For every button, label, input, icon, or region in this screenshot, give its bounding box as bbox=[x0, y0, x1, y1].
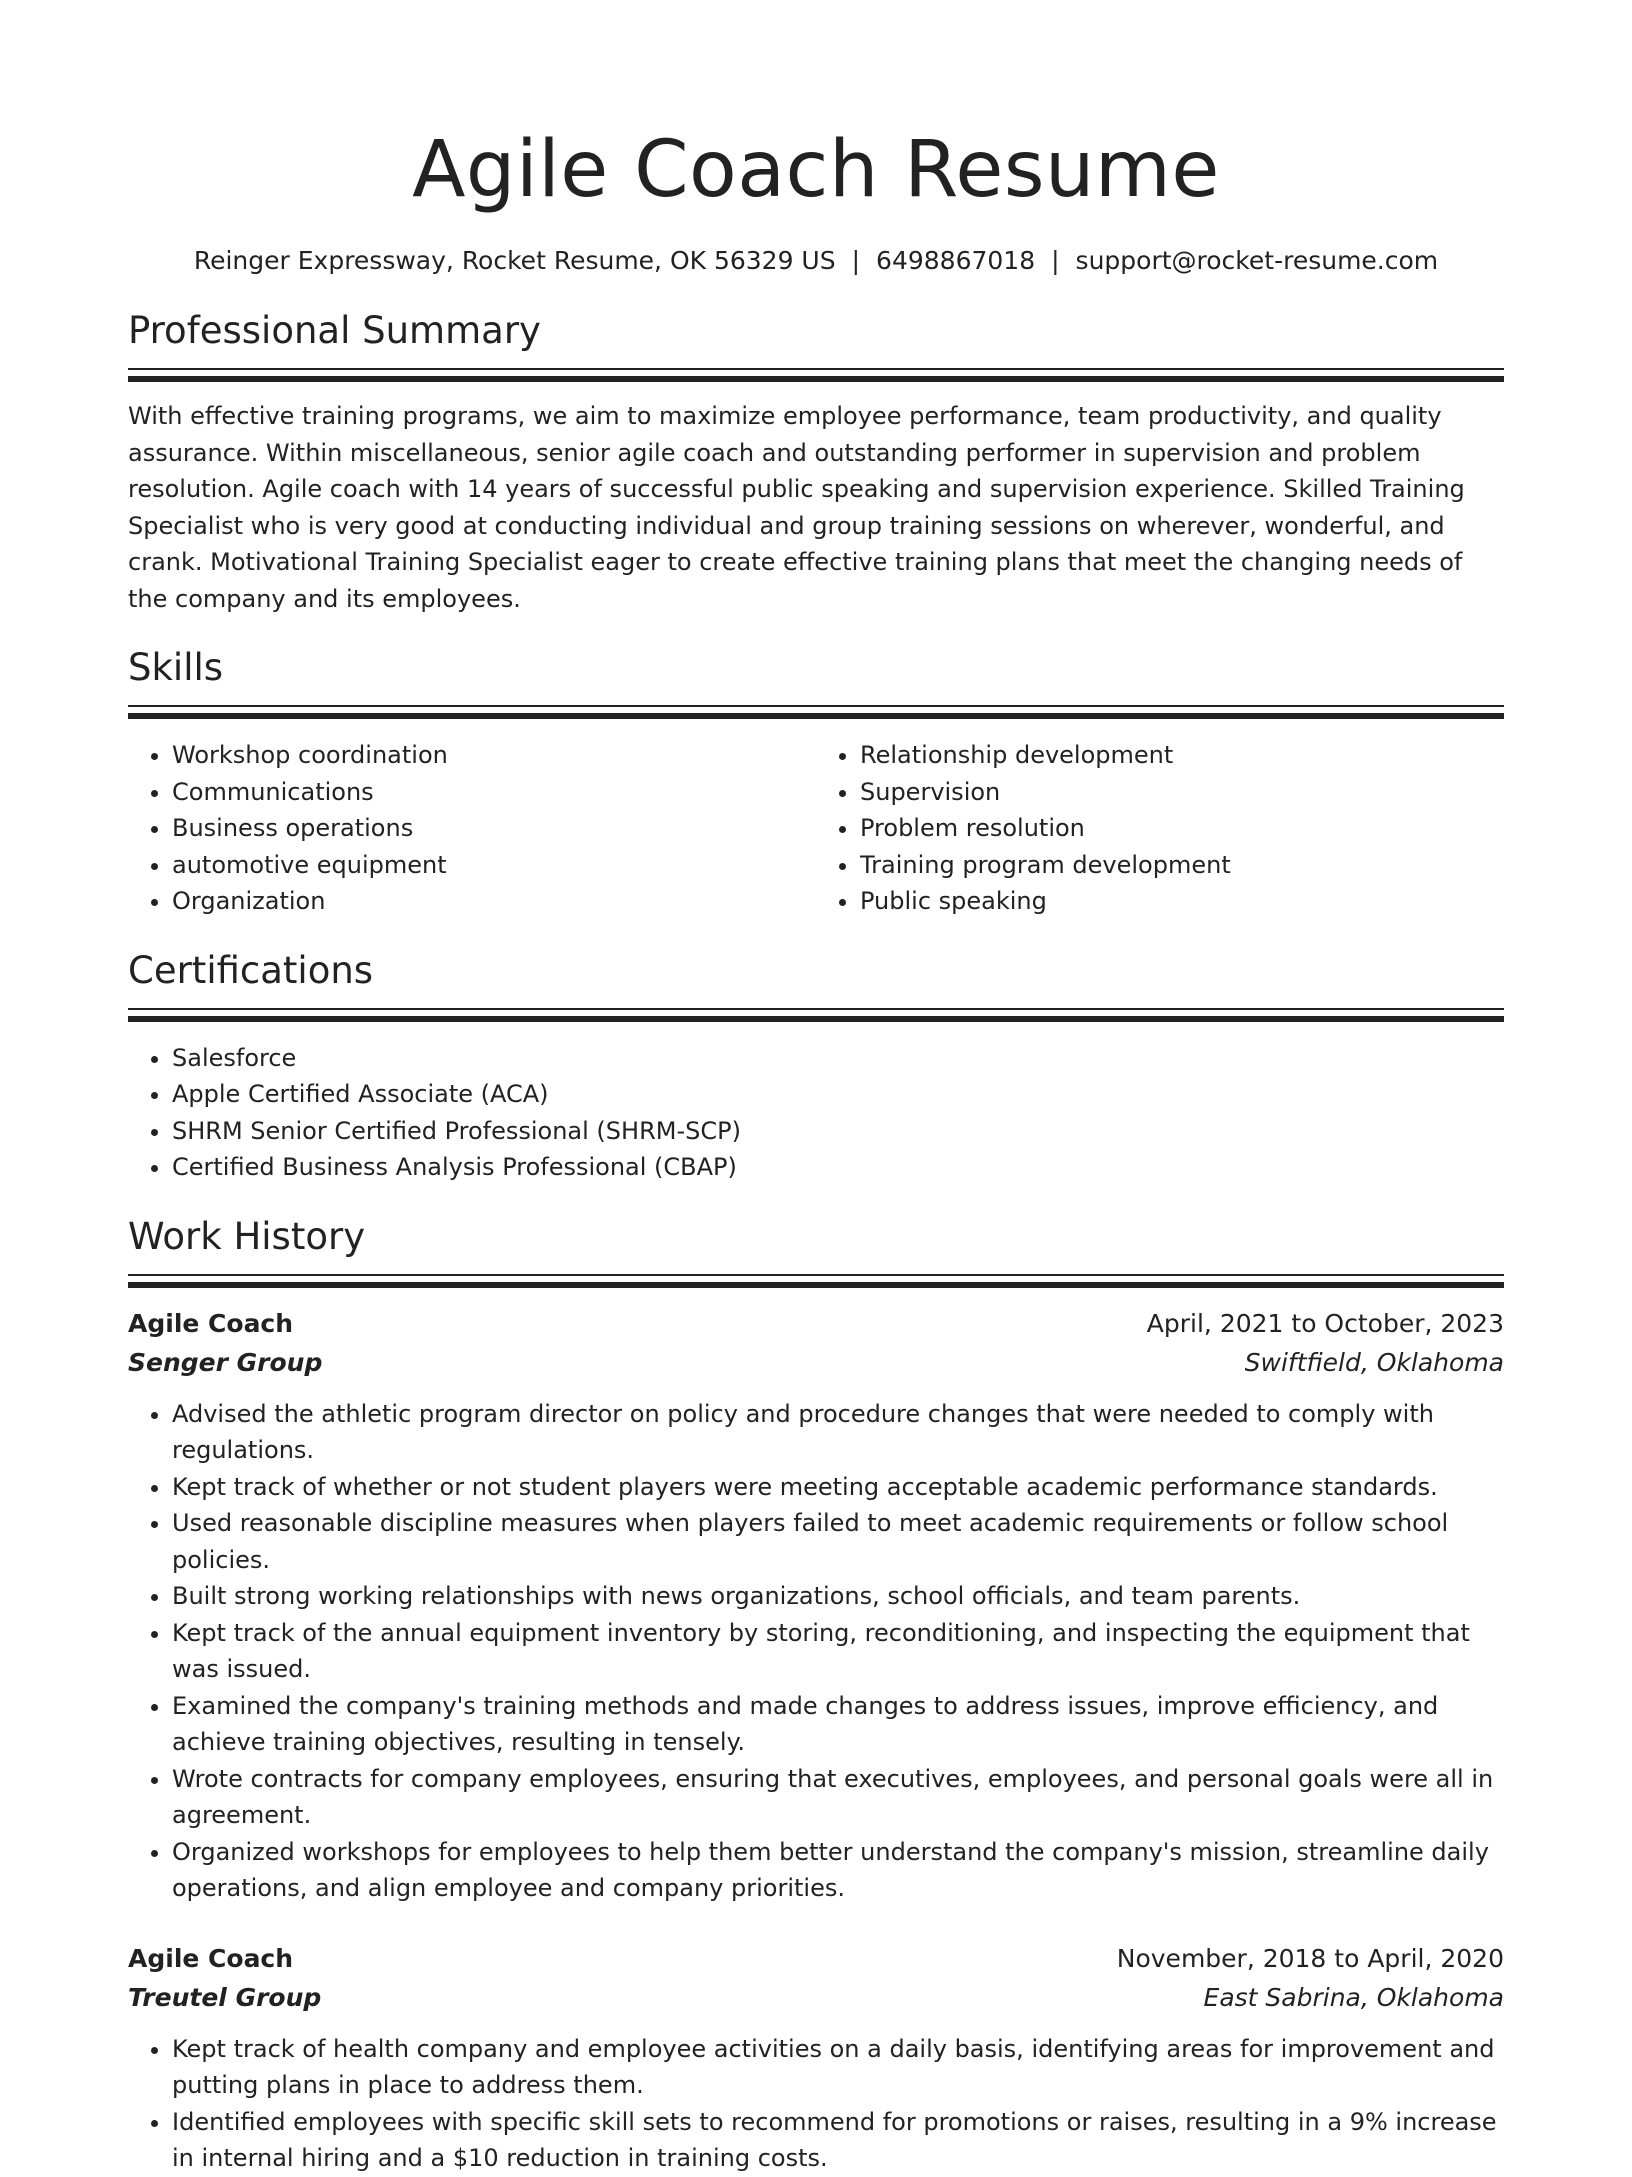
skills-heading: Skills bbox=[128, 646, 224, 689]
contact-line bbox=[128, 244, 1504, 278]
certifications-heading: Certifications bbox=[128, 948, 374, 992]
job-title: Agile Coach bbox=[128, 1308, 294, 1338]
section-divider bbox=[128, 1274, 1504, 1276]
work-history-heading: Work History bbox=[128, 1214, 366, 1258]
section-divider-thick bbox=[128, 713, 1504, 719]
page-title: Agile Coach Resume bbox=[412, 125, 1220, 215]
job-bullet: • Used reasonable discipline measures when players failed to meet academic requirements or follow school policies. bbox=[172, 1505, 1504, 1578]
work-history-section bbox=[128, 1214, 1504, 2177]
job-entry bbox=[128, 1939, 1504, 2177]
skills-section bbox=[128, 645, 1504, 920]
job-company: Senger Group bbox=[128, 1347, 323, 1377]
certifications-section bbox=[128, 948, 1504, 1186]
skill-item: • Business operations bbox=[172, 810, 816, 847]
job-dates: November, 2018 to April, 2020 bbox=[1116, 1943, 1504, 1973]
job-bullet: • Organized workshops for employees to help them better understand the company's mission, streamline daily operations, and align employee and company priorities. bbox=[172, 1834, 1504, 1907]
skills-grid bbox=[128, 737, 1504, 920]
job-bullet: • Kept track of health company and employee activities on a daily basis, identifying areas for improvement and putting plans in place to address them. bbox=[172, 2031, 1504, 2104]
job-bullet: • Kept track of the annual equipment inventory by storing, reconditioning, and inspecting the equipment that was issued. bbox=[172, 1615, 1504, 1688]
section-divider bbox=[128, 368, 1504, 370]
contact-address: Reinger Expressway, Rocket Resume, OK 56329 US bbox=[193, 246, 836, 275]
skill-item: • Problem resolution bbox=[860, 810, 1504, 847]
skill-item: • automotive equipment bbox=[172, 847, 816, 884]
job-bullet: • Identified employees with specific skill sets to recommend for promotions or raises, resulting in a 9% increase in internal hiring and a $10 reduction in training costs. bbox=[172, 2104, 1504, 2177]
contact-email: support@rocket-resume.com bbox=[1075, 246, 1439, 275]
job-bullet: • Advised the athletic program director on policy and procedure changes that were needed to comply with regulations. bbox=[172, 1396, 1504, 1469]
skill-item: • Training program development bbox=[860, 847, 1504, 884]
summary-section bbox=[128, 308, 1504, 617]
skills-right-list bbox=[816, 737, 1504, 920]
job-subheader bbox=[128, 1979, 1504, 2017]
contact-phone: 6498867018 bbox=[876, 246, 1036, 275]
summary-heading: Professional Summary bbox=[128, 309, 541, 352]
skill-item: • Communications bbox=[172, 774, 816, 811]
job-bullet: • Built strong working relationships with news organizations, school officials, and team parents. bbox=[172, 1578, 1504, 1615]
section-divider bbox=[128, 1008, 1504, 1010]
section-divider-thick bbox=[128, 1282, 1504, 1288]
contact-separator: | bbox=[1051, 246, 1060, 275]
certification-item: • Apple Certified Associate (ACA) bbox=[172, 1076, 1504, 1113]
job-bullet: • Examined the company's training methods and made changes to address issues, improve efficiency, and achieve training objectives, resulting in tensely. bbox=[172, 1688, 1504, 1761]
certifications-list bbox=[128, 1040, 1504, 1186]
job-entry bbox=[128, 1304, 1504, 1907]
contact-separator: | bbox=[851, 246, 861, 275]
job-location: Swiftfield, Oklahoma bbox=[1244, 1347, 1504, 1377]
job-subheader bbox=[128, 1344, 1504, 1382]
job-bullet: • Wrote contracts for company employees, ensuring that executives, employees, and personal goals were all in agreement. bbox=[172, 1761, 1504, 1834]
skills-left-list bbox=[128, 737, 816, 920]
skill-item: • Public speaking bbox=[860, 883, 1504, 920]
summary-text: With effective training programs, we aim to maximize employee performance, team productivity, and quality assurance. Within miscellaneous, senior agile coach and outstanding performer in supervision and problem resolution. Agile coach with 14 years of successful public speaking and supervision experience. Skilled Training Specialist who is very good at conducting individual and group training sessions on wherever, wonderful, and crank. Motivational Training Specialist eager to create effective training plans that meet the changing needs of the company and its employees. bbox=[128, 402, 1465, 613]
job-bullet: • Kept track of whether or not student players were meeting acceptable academic performance standards. bbox=[172, 1469, 1504, 1506]
skill-item: • Supervision bbox=[860, 774, 1504, 811]
job-dates: April, 2021 to October, 2023 bbox=[1146, 1308, 1504, 1338]
certification-item: • Certified Business Analysis Professional (CBAP) bbox=[172, 1149, 1504, 1186]
section-divider-thick bbox=[128, 376, 1504, 382]
job-title: Agile Coach bbox=[128, 1943, 294, 1973]
job-header bbox=[128, 1939, 1504, 1979]
job-company: Treutel Group bbox=[128, 1982, 322, 2012]
job-location: East Sabrina, Oklahoma bbox=[1203, 1982, 1504, 2012]
job-bullet-list bbox=[128, 1396, 1504, 1907]
section-divider bbox=[128, 705, 1504, 707]
certification-item: • SHRM Senior Certified Professional (SHRM-SCP) bbox=[172, 1113, 1504, 1150]
job-header bbox=[128, 1304, 1504, 1344]
section-divider-thick bbox=[128, 1016, 1504, 1022]
job-bullet-list bbox=[128, 2031, 1504, 2177]
skill-item: • Relationship development bbox=[860, 737, 1504, 774]
skill-item: • Organization bbox=[172, 883, 816, 920]
skill-item: • Workshop coordination bbox=[172, 737, 816, 774]
certification-item: • Salesforce bbox=[172, 1040, 1504, 1077]
